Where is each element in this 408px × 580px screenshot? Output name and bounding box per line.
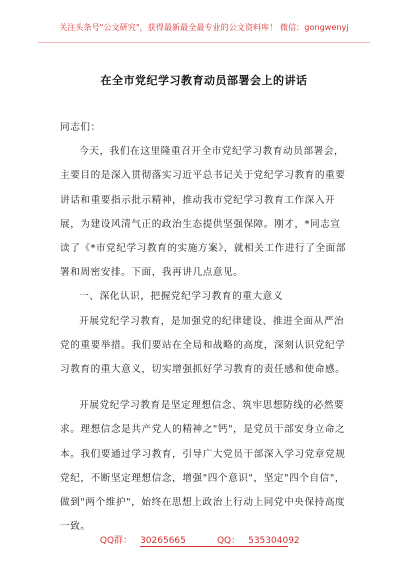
qq-group bbox=[100, 536, 203, 546]
header-banner: 关注头条号"公文研究"，获得最新最全最专业的公文资料库！ 微信：gongwenyj bbox=[59, 23, 349, 32]
footer-contact bbox=[0, 533, 408, 546]
paragraph: 开展党纪学习教育是坚定理想信念、筑牢思想防线的必然要求。理想信念是共产党人的精神之"钙"，是党员干部安身立命之本。我们要通过学习教育，引导广大党员干部深入学习党章党规党纪，不断坚定理想信念，增强"四个意识"，坚定"四个自信"，做到"两个维护"，始终在思想上政治上行动上同党中央保持高度一致。 bbox=[60, 400, 346, 533]
document-title: 在全市党纪学习教育动员部署会上的讲话 bbox=[100, 74, 308, 87]
paragraph: 开展党纪学习教育，是加强党的纪律建设、推进全面从严治党的重要举措。我们要站在全局和战略的高度，深刻认识党纪学习教育的重大意义，切实增强抓好学习教育的责任感和使命感。 bbox=[60, 315, 346, 376]
paragraph-gap bbox=[60, 382, 350, 394]
header-divider bbox=[38, 42, 370, 43]
paragraph: 今天，我们在这里隆重召开全市党纪学习教育动员部署会，主要目的是深入贯彻落实习近平总书记关于党纪学习教育的重要讲话和重要指示批示精神，推动我市党纪学习教育工作深入开展，为建设风清气正的政治生态提供坚强保障。刚才，*同志宣读了《*市党纪学习教育的实施方案》，就相关工作进行了全面部署和周密安排。下面，我再讲几点意见。 bbox=[60, 146, 347, 279]
greeting: 同志们： bbox=[60, 122, 101, 133]
section-heading: 一、深化认识，把握党纪学习教育的重大意义 bbox=[79, 291, 284, 303]
document-body bbox=[60, 116, 350, 539]
qq-group-number: 30265665 bbox=[140, 536, 186, 546]
qq-number: 535304092 bbox=[248, 536, 300, 546]
footer-underline bbox=[140, 546, 288, 547]
qq-group-label: QQ群： bbox=[99, 536, 133, 546]
qq-label: QQ： bbox=[216, 536, 241, 546]
qq-contact bbox=[217, 536, 308, 546]
